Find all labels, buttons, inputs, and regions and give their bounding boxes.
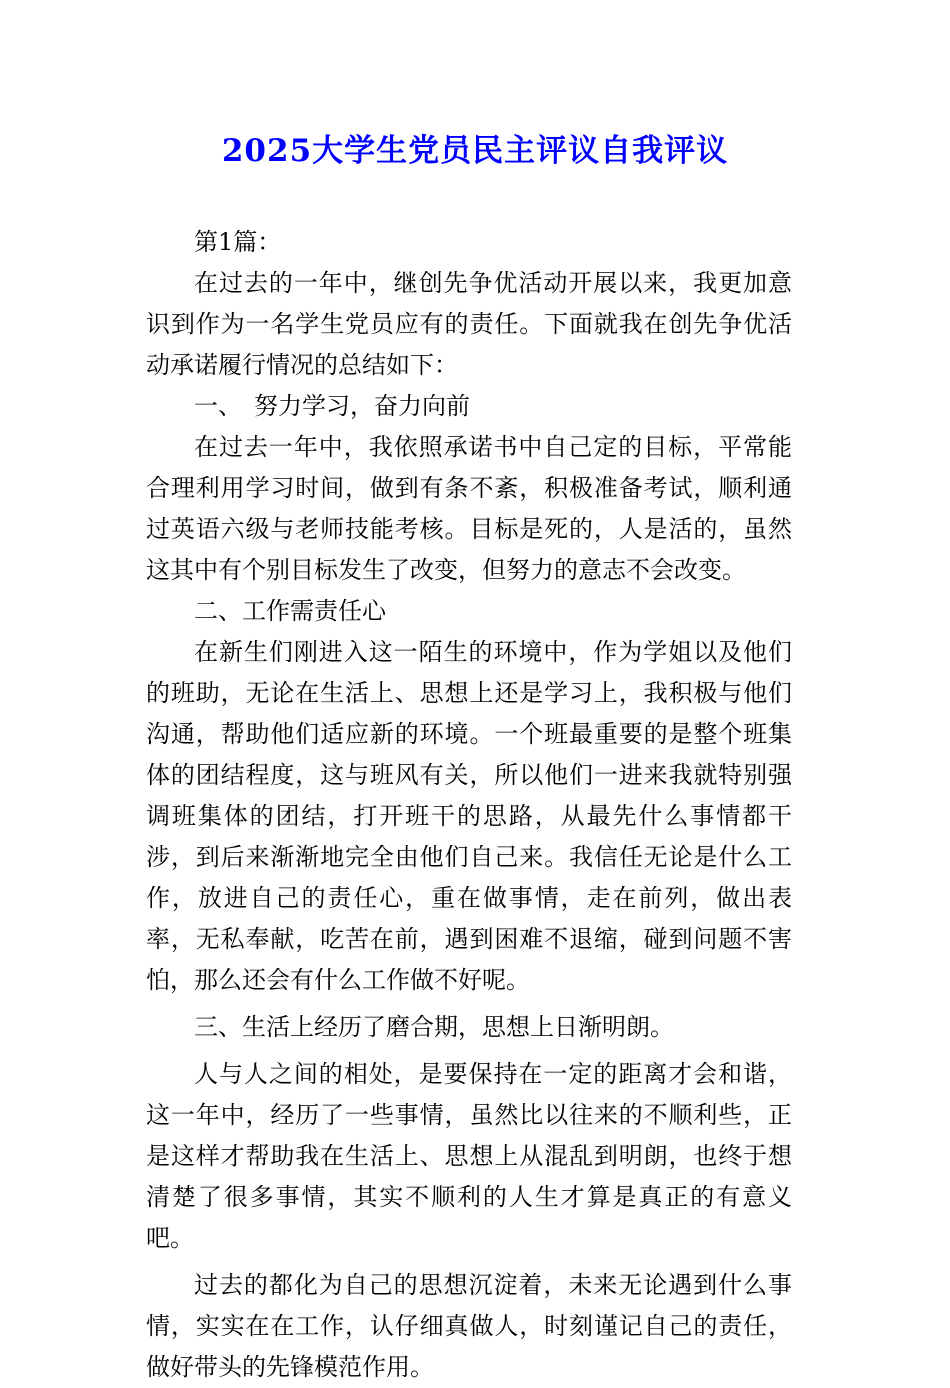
paragraph-work: 在新生们刚进入这一陌生的环境中，作为学姐以及他们的班助，无论在生活上、思想上还是学习上，我积极与他们沟通，帮助他们适应新的环境。一个班最重要的是整个班集体的团结程度，这与班风有关，所以他们一进来我就特别强调班集体的团结，打开班干的思路，从最先什么事情都干涉，到后来渐渐地完全由他们自己来。我信任无论是什么工作，放进自己的责任心，重在做事情，走在前列，做出表率，无私奉献，吃苦在前，遇到困难不退缩，碰到问题不害怕，那么还会有什么工作做不好呢。 xyxy=(146,638,792,994)
heading-life: 三、生活上经历了磨合期，思想上日渐明朗。 xyxy=(194,1013,674,1041)
paragraph-life: 人与人之间的相处，是要保持在一定的距离才会和谐，这一年中，经历了一些事情，虽然比以往来的不顺利些，正是这样才帮助我在生活上、思想上从混乱到明朗，也终于想清楚了很多事情，其实不顺利的人生才算是真正的有意义吧。 xyxy=(146,1060,792,1252)
paragraph-study: 在过去一年中，我依照承诺书中自己定的目标，平常能合理利用学习时间，做到有条不紊，积极准备考试，顺利通过英语六级与老师技能考核。目标是死的，人是活的，虽然这其中有个别目标发生了改变，但努力的意志不会改变。 xyxy=(146,433,792,584)
document-title: 2025大学生党员民主评议自我评议 xyxy=(221,133,729,169)
paragraph-conclusion: 过去的都化为自己的思想沉淀着，未来无论遇到什么事情，实实在在工作，认仔细真做人，时刻谨记自己的责任，做好带头的先锋模范作用。 xyxy=(146,1271,792,1381)
document-body xyxy=(146,222,792,1388)
paragraph-intro: 在过去的一年中，继创先争优活动开展以来，我更加意识到作为一名学生党员应有的责任。下面就我在创先争优活动承诺履行情况的总结如下： xyxy=(146,269,792,379)
section-label: 第1篇： xyxy=(194,228,282,256)
heading-study: 一、 努力学习，奋力向前 xyxy=(194,392,470,420)
heading-work: 二、工作需责任心 xyxy=(194,597,386,625)
